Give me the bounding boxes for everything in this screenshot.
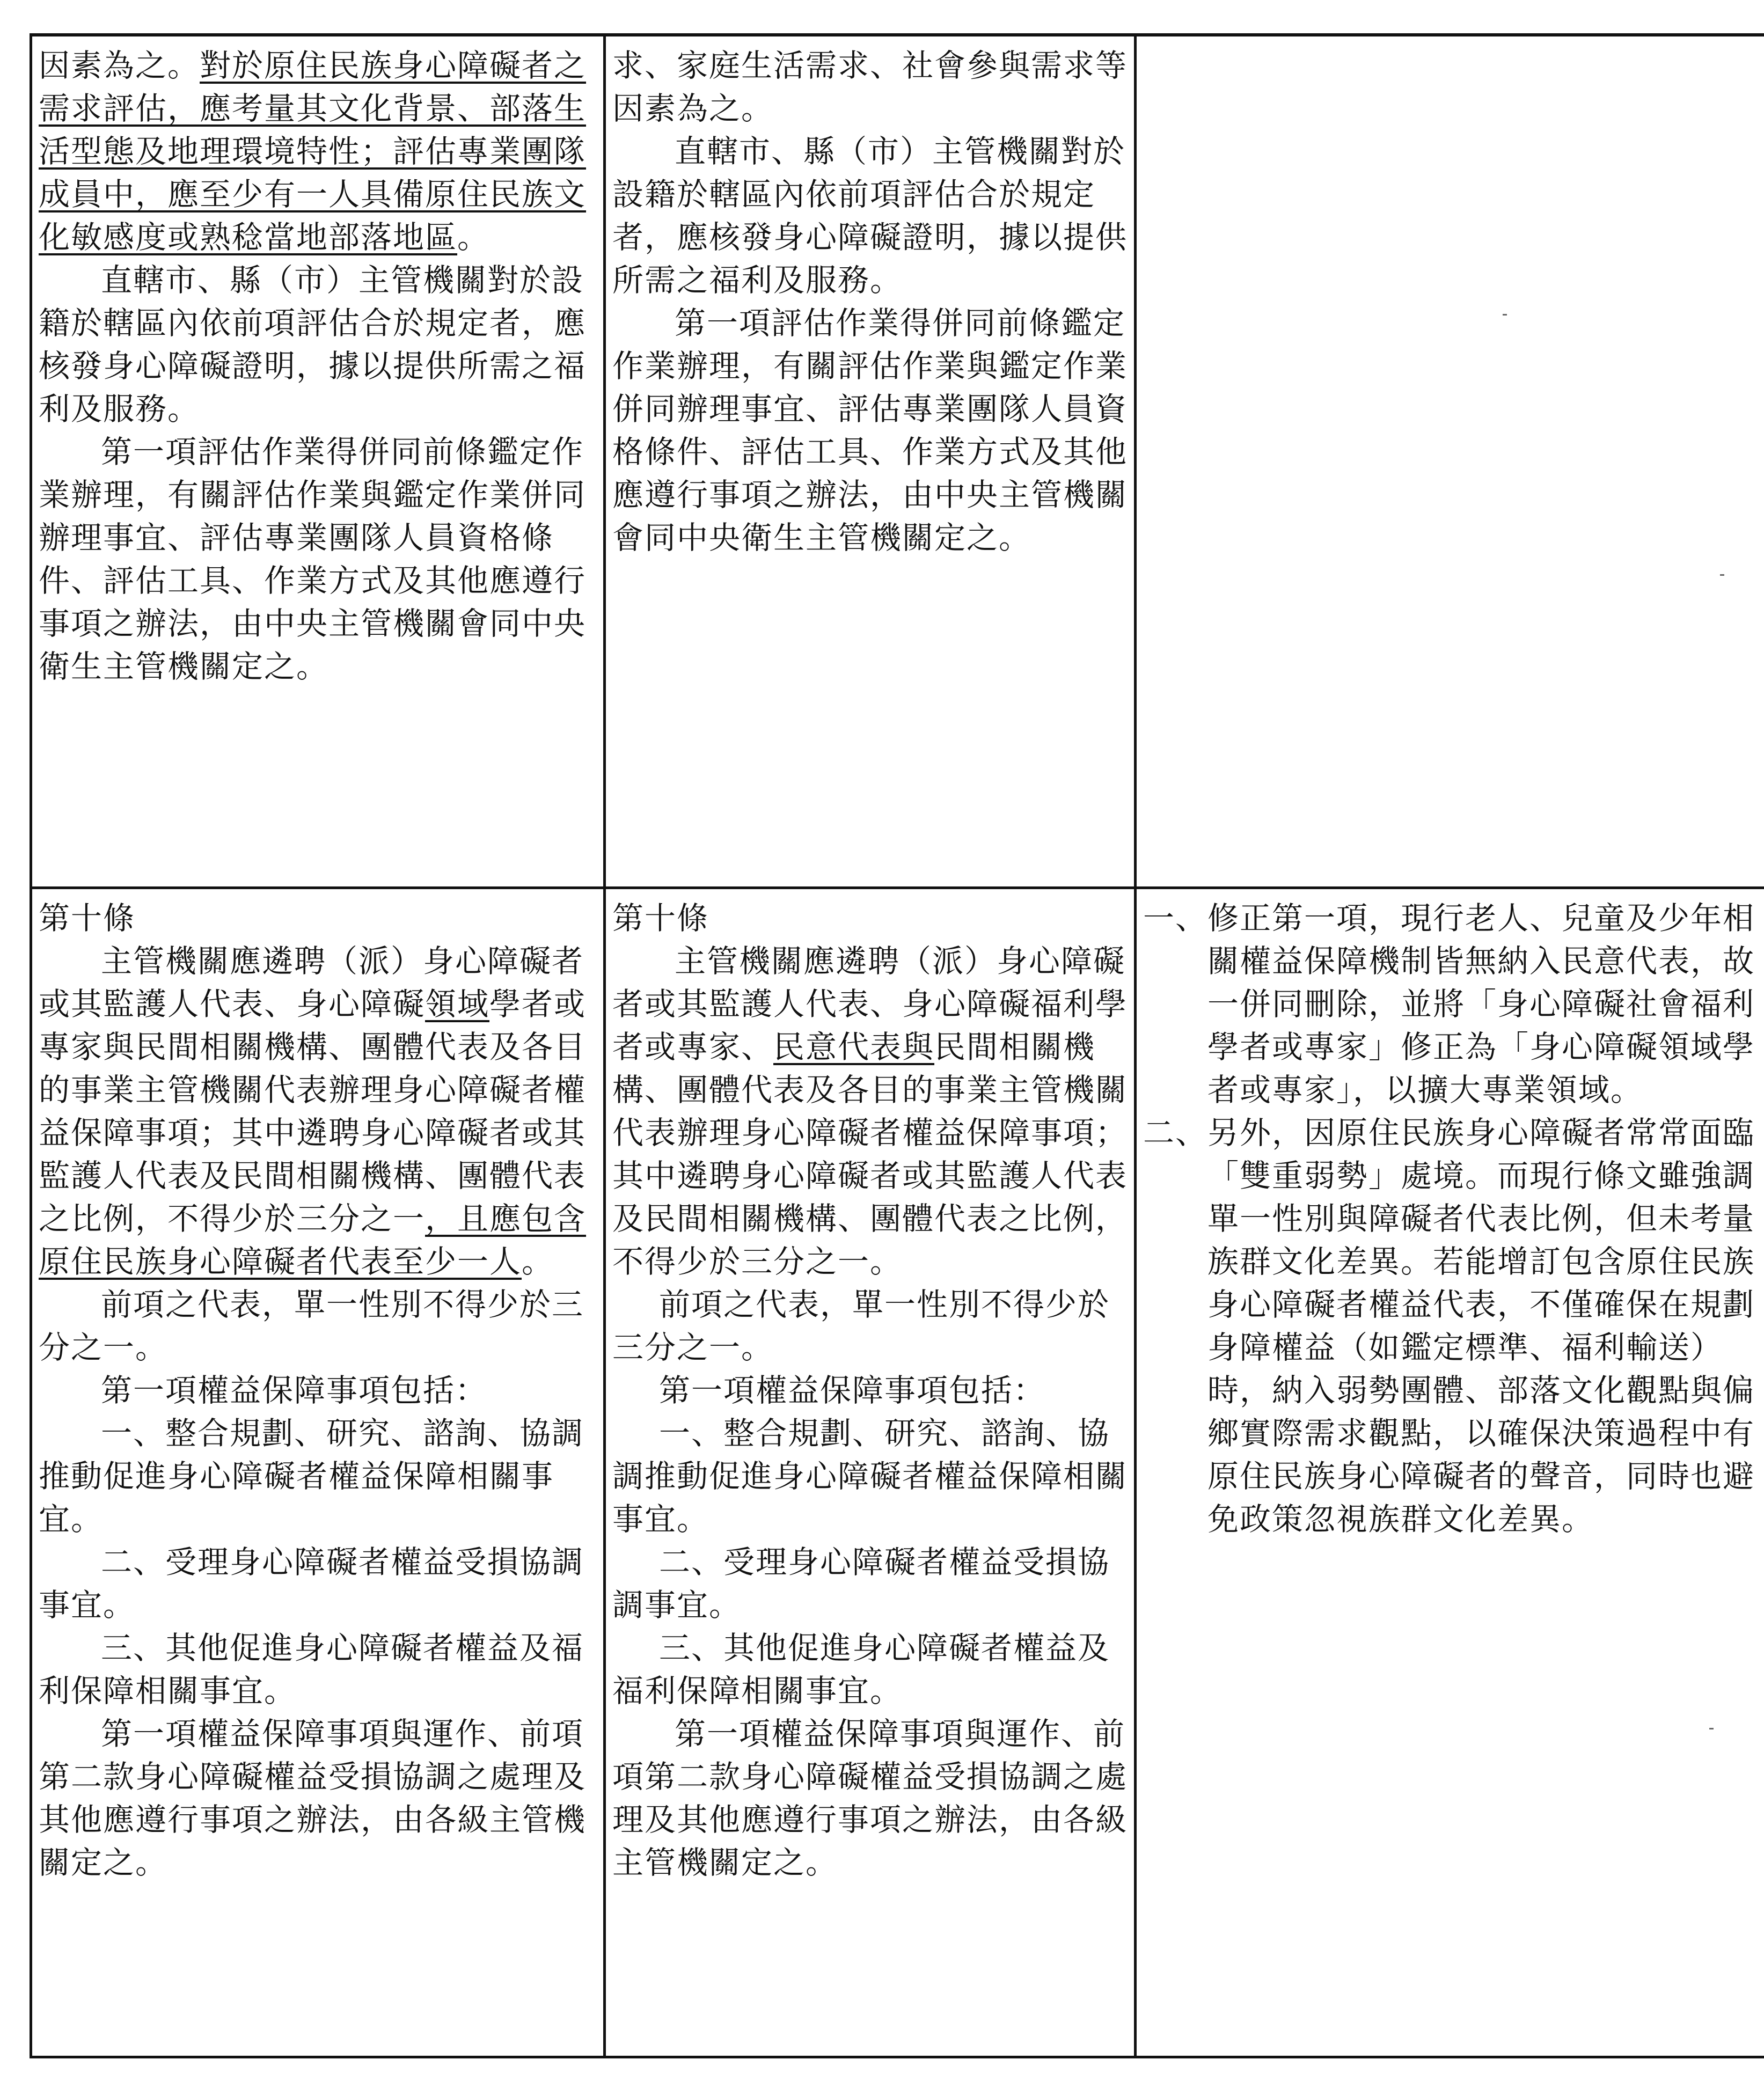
amendment-comparison-table xyxy=(30,33,1764,2058)
underlined-amendment: ，且應包含原住民族身心障礙者代表至少一人 xyxy=(39,1200,587,1280)
underlined-amendment: 領域 xyxy=(425,986,490,1022)
paragraph: 第一項評估作業得併同前條鑑定作業辦理，有關評估作業與鑑定作業併同辦理事宜、評估專業團隊人員資格條件、評估工具、作業方式及其他應遵行事項之辦法，由中央主管機關會同中央衛生主管機關定之。 xyxy=(39,434,587,685)
scan-speck xyxy=(1709,1728,1714,1729)
paragraph: 第一項權益保障事項包括： xyxy=(659,1372,1046,1409)
list-item: 二、受理身心障礙者權益受損協調事宜。 xyxy=(39,1544,584,1623)
scan-speck xyxy=(1503,314,1507,316)
paragraph: 第一項評估作業得併同前條鑑定作業辦理，有關評估作業與鑑定作業併同辦理事宜、評估專業團隊人員資格條件、評估工具、作業方式及其他應遵行事項之辦法，由中央主管機關會同中央衛生主管機關定之。 xyxy=(612,305,1128,556)
list-item: 三、其他促進身心障礙者權益及福利保障相關事宜。 xyxy=(39,1630,584,1709)
paragraph: 求、家庭生活需求、社會參與需求等因素為之。 xyxy=(612,47,1128,127)
list-item: 一、整合規劃、研究、諮詢、協調推動促進身心障礙者權益保障相關事宜。 xyxy=(612,1415,1128,1537)
paragraph xyxy=(612,940,1128,1283)
explanation-cell xyxy=(1136,888,1764,2057)
list-item: 二、受理身心障礙者權益受損協調事宜。 xyxy=(612,1544,1110,1623)
text-run: 民間相關機構、團體代表及各目的事業主管機關代表辦理身心障礙者權益保障事項；其中遴聘身心障礙者或其監護人代表及民間相關機構、團體代表之比例，不得少於三分之一。 xyxy=(612,1029,1128,1280)
paragraph: 第一項權益保障事項包括： xyxy=(101,1372,488,1409)
text-run: 。 xyxy=(522,1243,554,1280)
text-run: 學者或專家與民間相關機構、團體代表及各目的事業主管機關代表辦理身心障礙者權益保障事項；其中遴聘身心障礙者或其監護人代表及民間相關機構、團體代表之比例，不得少於三分之一 xyxy=(39,986,587,1237)
table-row xyxy=(31,888,1764,2057)
paragraph xyxy=(39,940,597,1283)
underlined-amendment: 對於原住民族身心障礙者之需求評估，應考量其文化背景、部落生活型態及地理環境特性；評估專業團隊成員中，應至少有一人具備原住民族文化敏感度或熟稔當地部落地區 xyxy=(39,47,587,255)
list-item: 三、其他促進身心障礙者權益及福利保障相關事宜。 xyxy=(612,1630,1110,1709)
explanation-cell xyxy=(1136,35,1764,888)
explanation-text: 修正第一項，現行老人、兒童及少年相關權益保障機制皆無納入民意代表，故一併同刪除，並將「身心障礙社會福利學者或專家」修正為「身心障礙領域學者或專家」，以擴大專業領域。 xyxy=(1207,900,1755,1108)
text-run: 因素為之。 xyxy=(39,47,200,84)
paragraph: 第一項權益保障事項與運作、前項第二款身心障礙權益受損協調之處理及其他應遵行事項之辦法，由各級主管機關定之。 xyxy=(39,1716,587,1881)
text-run: 主管機關應遴聘（派）身心障礙者或其監護人代表、身心障礙 xyxy=(39,943,584,1022)
paragraph xyxy=(39,44,597,259)
current-text-cell xyxy=(605,35,1136,888)
amended-text-cell xyxy=(31,35,605,888)
paragraph: 直轄市、縣（市）主管機關對於設籍於轄區內依前項評估合於規定者，應核發身心障礙證明，據以提供所需之福利及服務。 xyxy=(39,262,587,427)
paragraph: 直轄市、縣（市）主管機關對於設籍於轄區內依前項評估合於規定者，應核發身心障礙證明，據以提供所需之福利及服務。 xyxy=(612,133,1128,298)
text-run: 。 xyxy=(457,219,490,255)
text-run: 主管機關應遴聘（派）身心障礙者或其監護人代表、身心障礙福利學者或專家、 xyxy=(612,943,1128,1065)
scan-speck xyxy=(1720,574,1724,576)
item-number: 二、 xyxy=(1143,1115,1208,1151)
paragraph: 第一項權益保障事項與運作、前項第二款身心障礙權益受損協調之處理及其他應遵行事項之辦法，由各級主管機關定之。 xyxy=(612,1716,1128,1881)
explanation-item xyxy=(1143,1111,1763,1541)
current-text-cell xyxy=(605,888,1136,2057)
article-title: 第十條 xyxy=(612,900,709,936)
explanation-item xyxy=(1143,897,1763,1111)
amended-text-cell xyxy=(31,888,605,2057)
article-title: 第十條 xyxy=(39,900,136,936)
explanation-text: 另外，因原住民族身心障礙者常常面臨「雙重弱勢」處境。而現行條文雖強調單一性別與障礙者代表比例，但未考量族群文化差異。若能增訂包含原住民族身心障礙者權益代表，不僅確保在規劃身障權益（如鑑定標準、福利輸送）時，納入弱勢團體、部落文化觀點與偏鄉實際需求觀點，以確保決策過程中有原住民族身心障礙者的聲音，同時也避免政策忽視族群文化差異。 xyxy=(1207,1115,1755,1537)
list-item: 一、整合規劃、研究、諮詢、協調推動促進身心障礙者權益保障相關事宜。 xyxy=(39,1415,584,1537)
table-row xyxy=(31,35,1764,888)
item-number: 一、 xyxy=(1143,900,1208,936)
paragraph: 前項之代表，單一性別不得少於三分之一。 xyxy=(39,1286,584,1366)
paragraph: 前項之代表，單一性別不得少於三分之一。 xyxy=(612,1286,1110,1366)
underlined-deletion: 民意代表與 xyxy=(773,1029,935,1065)
